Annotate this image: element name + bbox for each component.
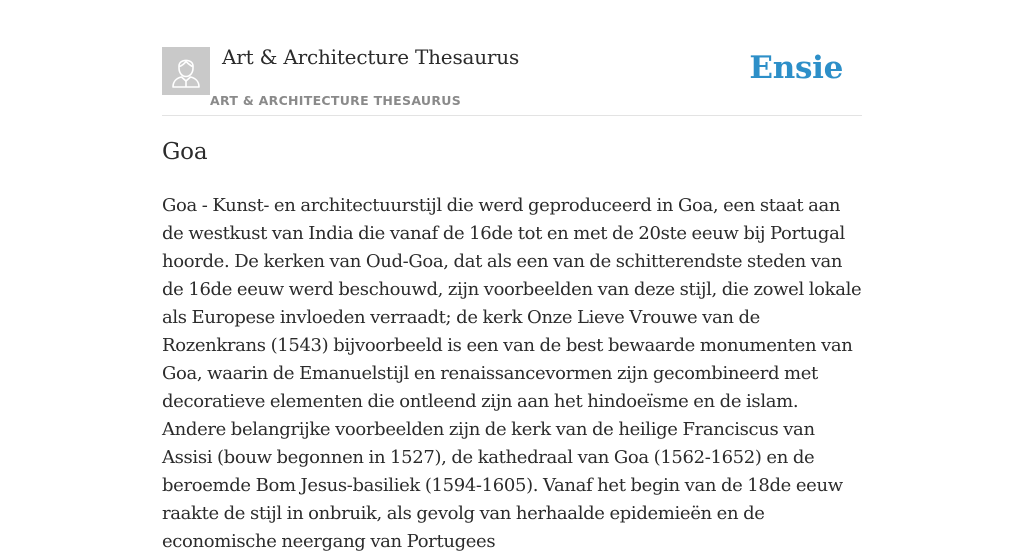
- article-body: Goa - Kunst- en architectuurstijl die werd geproduceerd in Goa, een staat aan de westkust van India die vanaf de 16de tot en met de 20ste eeuw bij Portugal hoorde. De kerken van Oud-Goa, dat als een van de schitterendste steden van de 16de eeuw werd beschouwd, zijn voorbeelden van deze stijl, die zowel lokale als Europese invloeden verraadt; de kerk Onze Lieve Vrouwe van de Rozenkrans (1543) bijvoorbeeld is een van de best bewaarde monumenten van Goa, waarin de Emanuelstijl en renaissancevormen zijn gecombineerd met decoratieve elementen die ontleend zijn aan het hindoeïsme en de islam. Andere belangrijke voorbeelden zijn de kerk van de heilige Franciscus van Assisi (bouw begonnen in 1527), de kathedraal van Goa (1562-1652) en de beroemde Bom Jesus-basiliek (1594-1605). Vanaf het begin van de 18de eeuw raakte de stijl in onbruik, als gevolg van herhaalde epidemieën en de economische neergang van Portugees: [162, 195, 862, 552]
- user-icon: [162, 47, 210, 95]
- source-header: [162, 0, 862, 116]
- brand-logo[interactable]: Ensie: [749, 50, 843, 86]
- article-title: Goa: [162, 139, 208, 165]
- content-container: [162, 0, 862, 552]
- source-subtitle: ART & ARCHITECTURE THESAURUS: [210, 93, 462, 108]
- avatar[interactable]: [162, 47, 210, 95]
- source-title[interactable]: Art & Architecture Thesaurus: [222, 45, 520, 69]
